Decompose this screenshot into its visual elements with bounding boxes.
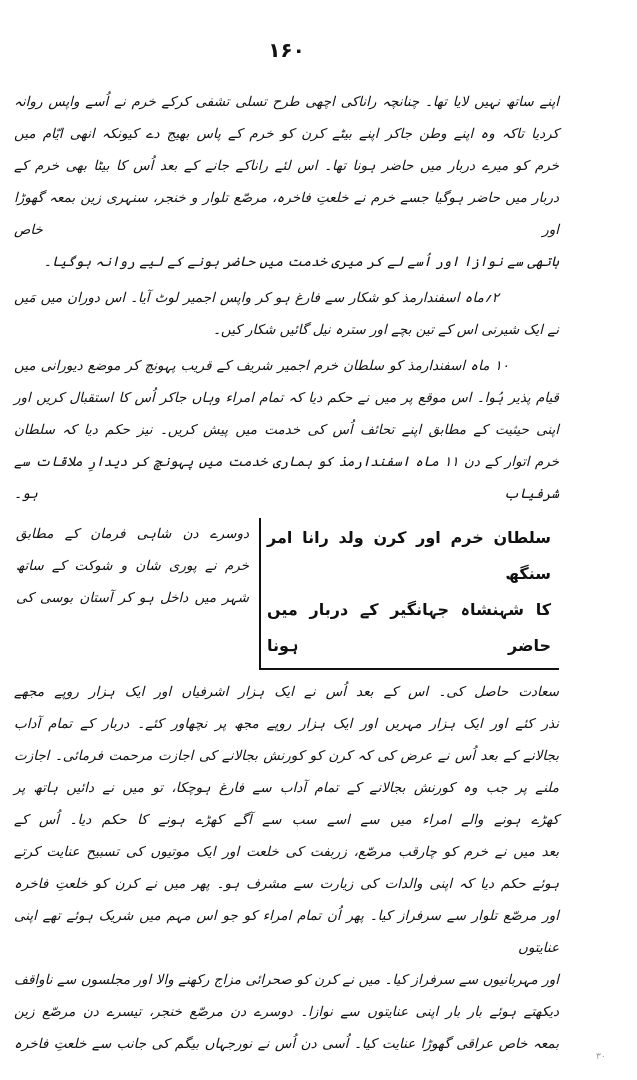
- text-line: خرم اتوار کے دن ۱۱ ماہ اسفندارمذ کو ہماری خدمت میں پہونچ کر دیدارِ ملاقات سے شرفیاب ہو۔: [14, 454, 559, 502]
- section-heading-line: کا شہنشاہ جہانگیر کے دربار میں حاضر ہونا: [267, 600, 551, 655]
- side-text-line: شہر میں داخل ہو کر آستان بوسی کی: [16, 590, 249, 606]
- text-line: نذر کئے اور ایک ہزار مہریں اور ایک ہزار روپے مجھ پر نچھاور کئے۔ دربار کے تمام آداب: [14, 716, 559, 732]
- text-line: سعادت حاصل کی۔ اس کے بعد اُس نے ایک ہزار اشرفیاں اور ایک ہزار روپے مجھے: [14, 684, 559, 700]
- side-text-line: دوسرے دن شاہی فرمان کے مطابق: [16, 526, 249, 542]
- text-line: اور مرصّع تلوار سے سرفراز کیا۔ پھر اُن تمام امراء کو جو اس مہم میں شریک ہوئے تھے اپنی عنایتوں: [14, 908, 559, 956]
- document-page: [14, 0, 559, 1060]
- text-line: بمعہ خاص عراقی گھوڑا عنایت کیا۔ اُسی دن اُس نے نورجہاں بیگم کی جانب سے خلعتِ فاخرہ: [14, 1036, 559, 1052]
- section-heading-line: سلطان خرم اور کرن ولد رانا امر سنگھ: [267, 528, 551, 583]
- text-line: کردیا تاکہ وہ اپنے وطن جاکر اپنے بیٹے کرن کو خرم کے پاس بھیج دے کیونکہ انھی ایّام میں: [14, 126, 559, 142]
- text-line: کھڑے ہونے والے امراء میں سے اسے سب سے آگے کھڑے ہونے کا حکم دیا۔ اُس کے: [14, 812, 559, 828]
- text-line: ہاتھی سے نوازا اور اُسے لے کر میری خدمت میں حاضر ہونے کے لیے روانہ ہوگیا۔: [43, 254, 559, 270]
- page-number: ۱۶۰: [268, 38, 305, 62]
- side-text: [16, 518, 249, 614]
- text-line: بجالانے کے بعد اُس نے عرض کی کہ کرن کو کورنش بجالانے کی اجازت مرحمت فرمائی۔ اجازت: [14, 748, 559, 764]
- text-line: ملنے پر جب وہ کورنش بجالانے کے تمام آداب سے فارغ ہوچکا، تو میں نے دائیں ہاتھ پر: [14, 780, 559, 796]
- text-line: قیام پذیر ہُوا۔ اس موقع پر میں نے حکم دیا کہ تمام امراء وہاں جاکر اُس کا استقبال کریں اور: [14, 390, 559, 406]
- text-line: ہوئے حکم دیا کہ اپنی والدات کی زیارت سے مشرف ہو۔ پھر میں نے کرن کو خلعتِ فاخرہ: [14, 876, 559, 892]
- text-line: ۲؍ماہ اسفندارمذ کو شکار سے فارغ ہو کر واپس اجمیر لوٹ آیا۔ اس دوران میں مَیں: [14, 290, 499, 306]
- side-text-line: خرم نے پوری شان و شوکت کے ساتھ: [16, 558, 249, 574]
- text-line: اور مہربانیوں سے سرفراز کیا۔ میں نے کرن کو صحرائی مزاج رکھنے والا اور مجلسوں سے ناواقف: [14, 972, 559, 988]
- text-line: خرم کو میرے دربار میں حاضر ہونا تھا۔ اس لئے راناکے جانے کے بعد اُس کا بیٹا بھی خرم کے: [14, 158, 559, 174]
- text-line: ۱۰ ماہ اسفندارمذ کو سلطان خرم اجمیر شریف کے قریب پہونچ کر موضع دیورانی میں: [14, 358, 509, 374]
- section-block: [14, 518, 559, 670]
- text-line: بعد میں نے خرم کو چارقب مرصّع، زربفت کی خلعت اور ایک موتیوں کی تسبیح عنایت کرتے: [14, 844, 559, 860]
- text-line: دیکھتے ہوئے بار بار اپنی عنایتوں سے نوازا۔ دوسرے دن مرصّع خنجر، تیسرے دن مرصّع زین: [14, 1004, 559, 1020]
- text-line: اپنی حیثیت کے مطابق اپنے تحائف اُس کی خدمت میں پیش کریں۔ نیز حکم دیا کہ سلطان: [14, 422, 559, 438]
- text-line: نے ایک شیرنی اس کے تین بچے اور سترہ نیل گائیں شکار کیں۔: [213, 322, 559, 338]
- footer-mark: ۳۰: [596, 1052, 606, 1062]
- text-line: دربار میں حاضر ہوگیا جسے خرم نے خلعتِ فاخرہ، مرصّع تلوار و خنجر، سنہری زین بمعہ گھوڑا اور خاص: [14, 190, 559, 238]
- section-heading: [259, 518, 559, 670]
- text-line: اپنے ساتھ نہیں لایا تھا۔ چنانچہ راناکی اچھی طرح تسلی تشفی کرکے خرم نے اُسے واپس روانہ: [14, 94, 559, 110]
